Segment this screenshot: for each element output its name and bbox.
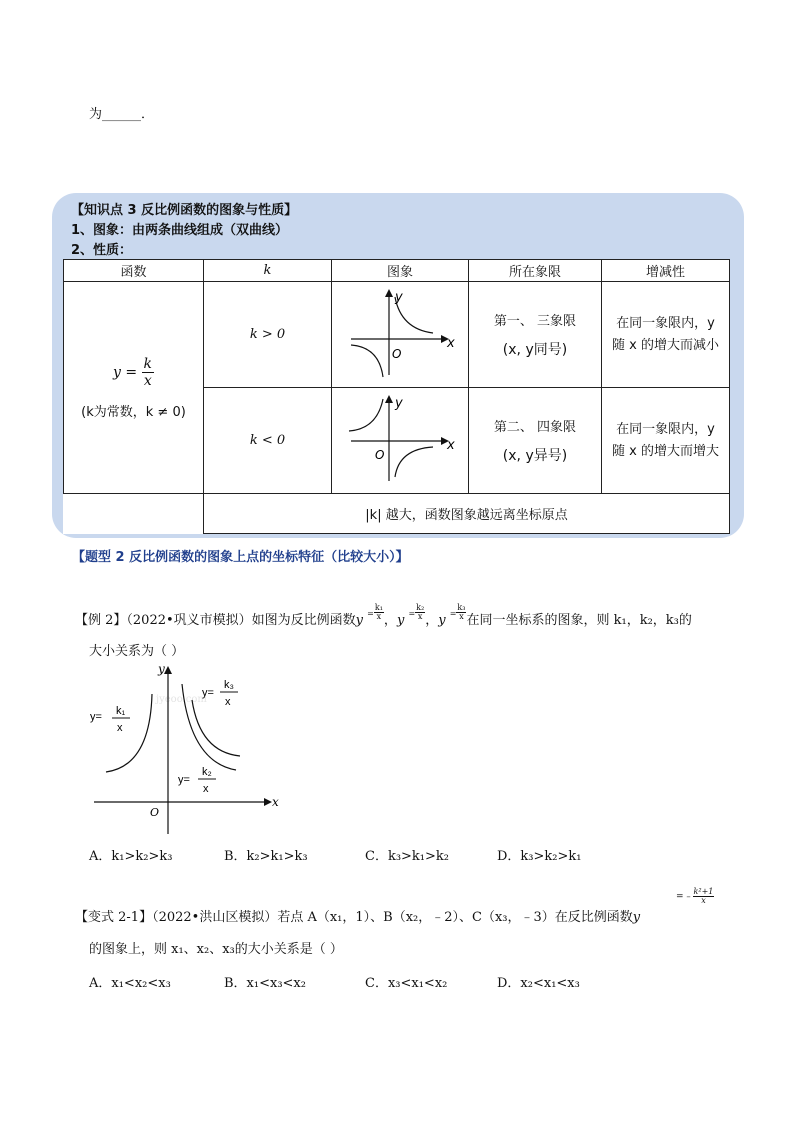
ex2-den1: x	[376, 612, 382, 621]
example-2-line1: 【例 2】（2022•巩义市模拟）如图为反比例函数y = $\frac{\text{k₁}}{x}$ ，y = $\frac{\text{k₂}}{x}$ ，y = $\frac{\text{k₃}}{x}$ 在同一坐标系的图象，则 k₁，k₂，k₃的	[75, 603, 692, 628]
header-trend: 增减性	[602, 260, 730, 282]
ex2-den2: x	[417, 612, 423, 621]
ex2-option-a[interactable]: A．k₁>k₂>k₃	[89, 849, 173, 864]
header-graph: 图象	[332, 260, 469, 282]
header-quadrant: 所在象限	[469, 260, 602, 282]
graph2-x-label: x	[447, 437, 455, 453]
graph1-x-label: x	[447, 335, 455, 351]
row2-quadrant	[469, 388, 602, 494]
var-option-b[interactable]: B．x₁<x₃<x₂	[224, 976, 306, 991]
knowledge-item-1: 1、图象：由两条曲线组成（双曲线）	[71, 223, 289, 238]
ex2-k3: k₃	[457, 603, 466, 612]
func-note: (k为常数，k ≠ 0)	[81, 404, 186, 420]
ex2-k2: k₂	[416, 603, 425, 612]
type-2-heading: 【题型 2 反比例函数的图象上点的坐标特征（比较大小）】	[72, 550, 409, 565]
lbl-k2-y: y=	[178, 774, 190, 786]
lbl-k2-num: k₂	[202, 766, 212, 778]
ex2-option-c[interactable]: C．k₃>k₁>k₂	[365, 849, 449, 864]
graph1-origin: O	[392, 346, 402, 361]
properties-table	[63, 259, 730, 534]
variant-formula-neg: =﹣	[676, 892, 693, 902]
row1-sign: (x, y同号)	[502, 342, 568, 358]
variant-line2: 的图象上，则 x₁、x₂、x₃的大小关系是（ ）	[89, 942, 343, 957]
lbl-k3-den: x	[225, 696, 231, 708]
ex2-y-axis: y	[158, 662, 165, 676]
ex2-k1: k₁	[374, 603, 383, 612]
hyperbola-k-negative	[345, 391, 455, 487]
lbl-k1-den: x	[117, 722, 123, 734]
var-option-a[interactable]: A．x₁<x₂<x₃	[89, 976, 171, 991]
var-option-d[interactable]: D．x₂<x₁<x₃	[497, 976, 580, 991]
variant-formula-num: k²+1	[693, 887, 714, 896]
example-2-line2: 大小关系为（ ）	[89, 644, 185, 659]
func-num: k	[143, 355, 153, 372]
footer-empty	[64, 494, 204, 534]
variant-formula	[676, 888, 714, 905]
row2-graph	[332, 388, 469, 494]
header-k: k	[204, 260, 332, 282]
lbl-k1-num: k₁	[116, 705, 126, 717]
hyperbola-k-positive	[345, 285, 455, 381]
var-option-c[interactable]: C．x₃<x₁<x₂	[365, 976, 448, 991]
lbl-k1-y: y=	[90, 711, 102, 723]
lbl-k3-num: k₃	[224, 679, 234, 691]
variant-line1: 【变式 2-1】（2022•洪山区模拟）若点 A（x₁，1）、B（x₂，﹣2）、C（x₃，﹣3）在反比例函数y	[75, 910, 641, 925]
row1-trend: 在同一象限内，y 随 x 的增大而减小	[602, 282, 730, 388]
graph2-origin: O	[375, 447, 385, 462]
ex2-den3: x	[459, 612, 464, 621]
func-den: x	[143, 372, 152, 389]
ex2-x-axis: x	[272, 795, 279, 809]
variant-formula-den: x	[701, 896, 706, 905]
lbl-k2-den: x	[203, 783, 209, 795]
knowledge-title: 【知识点 3 反比例函数的图象与性质】	[71, 203, 298, 218]
row1-quadrant-text: 第一、 三象限	[493, 314, 577, 329]
func-lhs: y =	[112, 364, 138, 380]
graph1-y-label: y	[395, 289, 403, 305]
ex2-option-b[interactable]: B．k₂>k₁>k₃	[224, 849, 308, 864]
example-2-suffix: 在同一坐标系的图象，则 k₁，k₂，k₃的	[466, 613, 692, 628]
row1-k: k > 0	[204, 282, 332, 388]
variant-prefix: 【变式 2-1】（2022•洪山区模拟）若点 A（x₁，1）、B（x₂，﹣2）、C（x₃，﹣3）在反比例函数	[75, 910, 633, 925]
answer-blank-line: 为______．	[89, 107, 155, 122]
ex2-option-d[interactable]: D．k₃>k₂>k₁	[497, 849, 582, 864]
row1-graph	[332, 282, 469, 388]
header-function: 函数	[64, 260, 204, 282]
example-2-prefix: 【例 2】（2022•巩义市模拟）如图为反比例函数	[75, 613, 356, 628]
function-cell	[64, 282, 204, 494]
knowledge-item-2: 2、性质：	[71, 243, 133, 258]
row2-sign: (x, y异号)	[502, 448, 568, 464]
row2-k: k < 0	[204, 388, 332, 494]
row2-trend: 在同一象限内，y 随 x 的增大而增大	[602, 388, 730, 494]
footer-note: |k| 越大，函数图象越远离坐标原点	[204, 494, 730, 534]
ex2-origin: O	[150, 806, 160, 819]
graph2-y-label: y	[395, 395, 403, 411]
row1-quadrant	[469, 282, 602, 388]
example-2-graph	[86, 660, 286, 838]
row2-quadrant-text: 第二、 四象限	[493, 420, 577, 435]
watermark: jyeoo.com	[156, 694, 207, 705]
lbl-k3-y: y=	[202, 687, 214, 699]
